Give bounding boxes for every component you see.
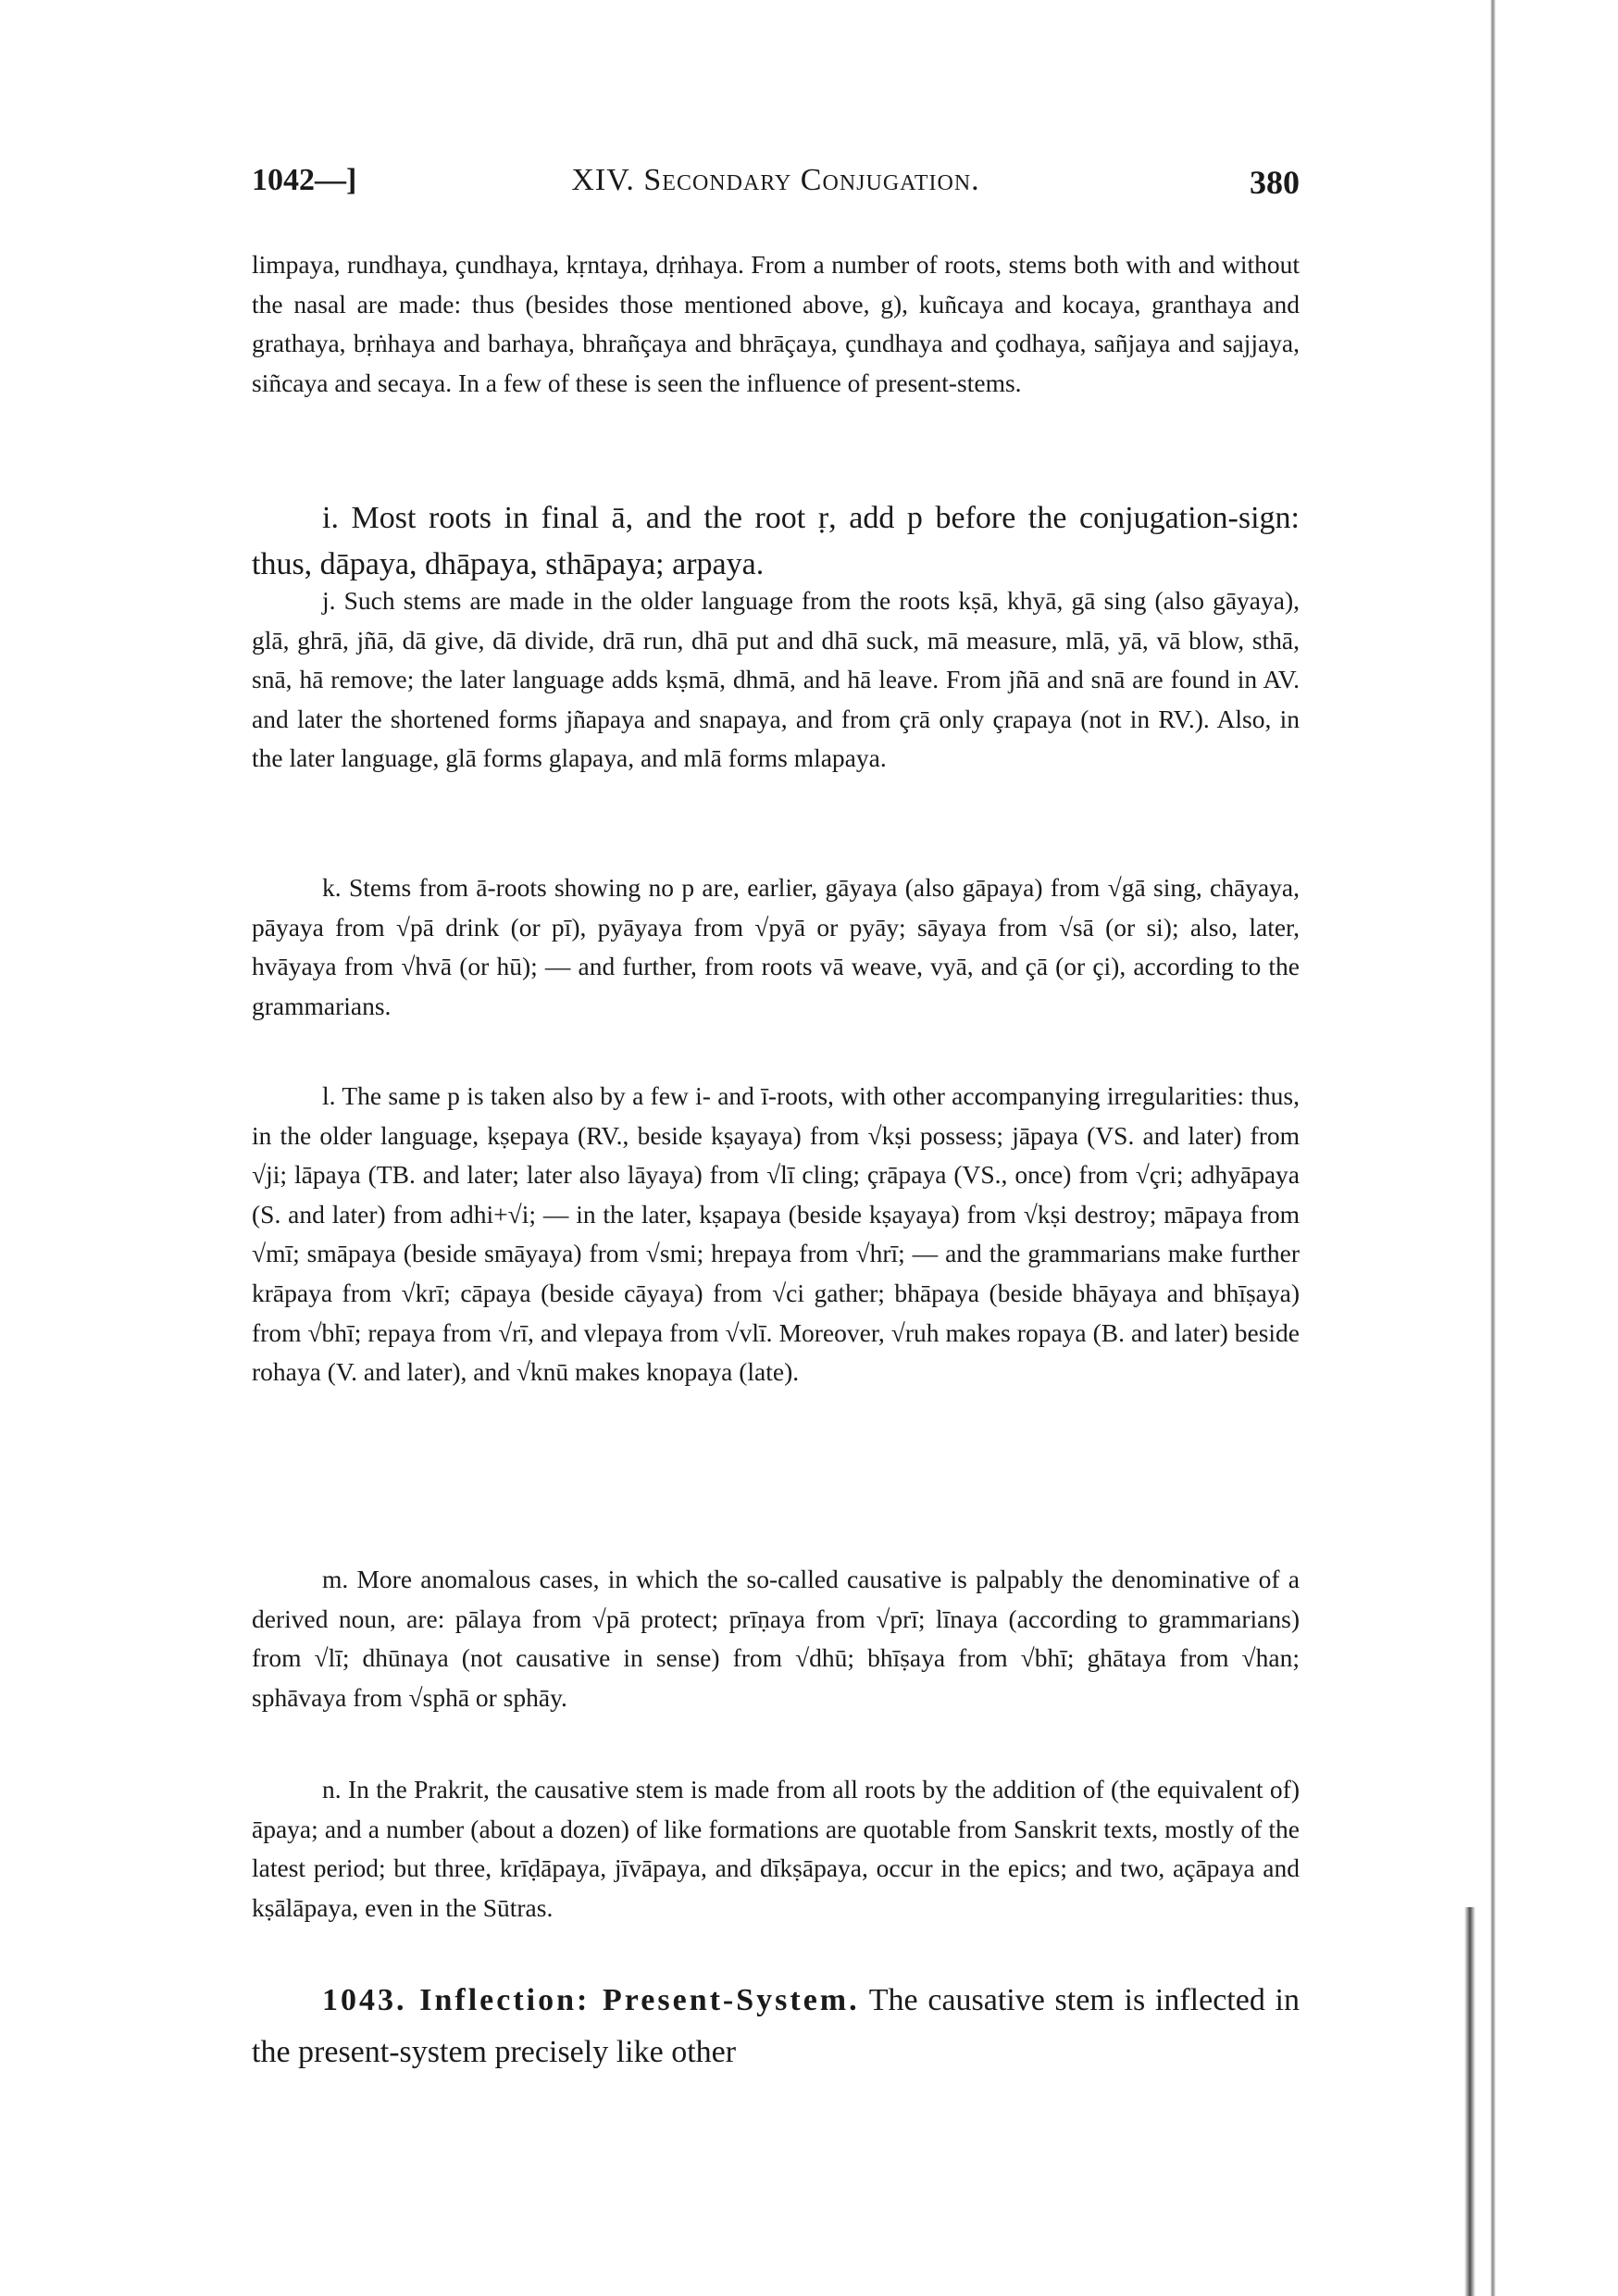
paragraph-text: l. The same p is taken also by a few i- and ī-roots, with other accompanying irregularities: thus, in the older language, kṣepaya (RV., beside kṣayaya) from √kṣi possess; jāpaya (VS. and later) from √ji; lāpaya (TB. and later; later also lāyaya) from √lī cling; çrāpaya (VS., once) from √çri; adhyāpaya (S. and later) from adhi+√i; — in the later, kṣapaya (beside kṣayaya) from √kṣi destroy; māpaya from √mī; smāpaya (beside smāyaya) from √smi; hrepaya from √hrī; — and the grammarians make further krāpaya from √krī; cāpaya (beside cāyaya) from √ci gather; bhāpaya (beside bhāyaya and bhīṣaya) from √bhī; repaya from √rī, and vlepaya from √vlī. Moreover, √ruh makes ropaya (B. and later) beside rohaya (V. and later), and √knū makes knopaya (late).: [252, 1081, 1300, 1387]
chapter-title: XIV. Secondary Conjugation.: [571, 163, 980, 197]
section-heading: 1043. Inflection: Present-System.: [322, 1983, 860, 2017]
paragraph-k: [252, 868, 1300, 1026]
paragraph-text: k. Stems from ā-roots showing no p are, earlier, gāyaya (also gāpaya) from √gā sing, chāyaya, pāyaya from √pā drink (or pī), pyāyaya from √pyā or pyāy; sāyaya from √sā (or si); also, later, hvāyaya from √hvā (or hū); — and further, from roots vā weave, vyā, and çā (or çi), according to the grammarians.: [252, 873, 1300, 1020]
section-reference: 1042—]: [252, 163, 357, 197]
paragraph-l: [252, 1077, 1300, 1392]
paragraph-text: m. More anomalous cases, in which the so-called causative is palpably the denominative of a derived noun, are: pālaya from √pā protect; prīṇaya from √prī; līnaya (according to grammarians) from √lī; dhūnaya (not causative in sense) from √dhū; bhīṣaya from √bhī; ghātaya from √han; sphāvaya from √sphā or sphāy.: [252, 1565, 1300, 1712]
page-binding-shadow: [1464, 1907, 1475, 2296]
paragraph-text: limpaya, rundhaya, çundhaya, kṛntaya, dṛṅhaya. From a number of roots, stems both with and without the nasal are made: thus (besides those mentioned above, g), kuñcaya and kocaya, granthaya and grathaya, bṛṅhaya and barhaya, bhrañçaya and bhrāçaya, çundhaya and çodhaya, sañjaya and sajjaya, siñcaya and secaya. In a few of these is seen the influence of present-stems.: [252, 250, 1300, 397]
paragraph-text: n. In the Prakrit, the causative stem is made from all roots by the addition of (the equivalent of) āpaya; and a number (about a dozen) of like formations are quotable from Sanskrit texts, mostly of the latest period; but three, krīḍāpaya, jīvāpaya, and dīkṣāpaya, occur in the epics; and two, açāpaya and kṣālāpaya, even in the Sūtras.: [252, 1775, 1300, 1922]
section-1043: [252, 1975, 1300, 2078]
paragraph-text: j. Such stems are made in the older language from the roots kṣā, khyā, gā sing (also gāyaya), glā, ghrā, jñā, dā give, dā divide, drā run, dhā put and dhā suck, mā measure, mlā, yā, vā blow, sthā, snā, hā remove; the later language adds kṣmā, dhmā, and hā leave. From jñā and snā are found in AV. and later the shortened forms jñapaya and snapaya, and from çrā only çrapaya (not in RV.). Also, in the later language, glā forms glapaya, and mlā forms mlapaya.: [252, 586, 1300, 773]
paragraph-continuation: [252, 245, 1300, 403]
paragraph-j: [252, 581, 1300, 779]
paragraph-m: [252, 1560, 1300, 1717]
section-text: The causative stem is inflected in the present-system precisely like other: [252, 1983, 1301, 2069]
page-binding-edge: [1490, 0, 1496, 2296]
running-head: [252, 163, 1300, 209]
paragraph-text: i. Most roots in final ā, and the root ṛ, add p before the conjugation-sign: thus, dāpaya, dhāpaya, sthāpaya; arpaya.: [252, 501, 1300, 581]
paragraph-i: [252, 495, 1300, 588]
paragraph-n: [252, 1770, 1300, 1928]
page-number: 380: [1250, 164, 1300, 201]
section-1043-paragraph: [252, 1975, 1300, 2078]
